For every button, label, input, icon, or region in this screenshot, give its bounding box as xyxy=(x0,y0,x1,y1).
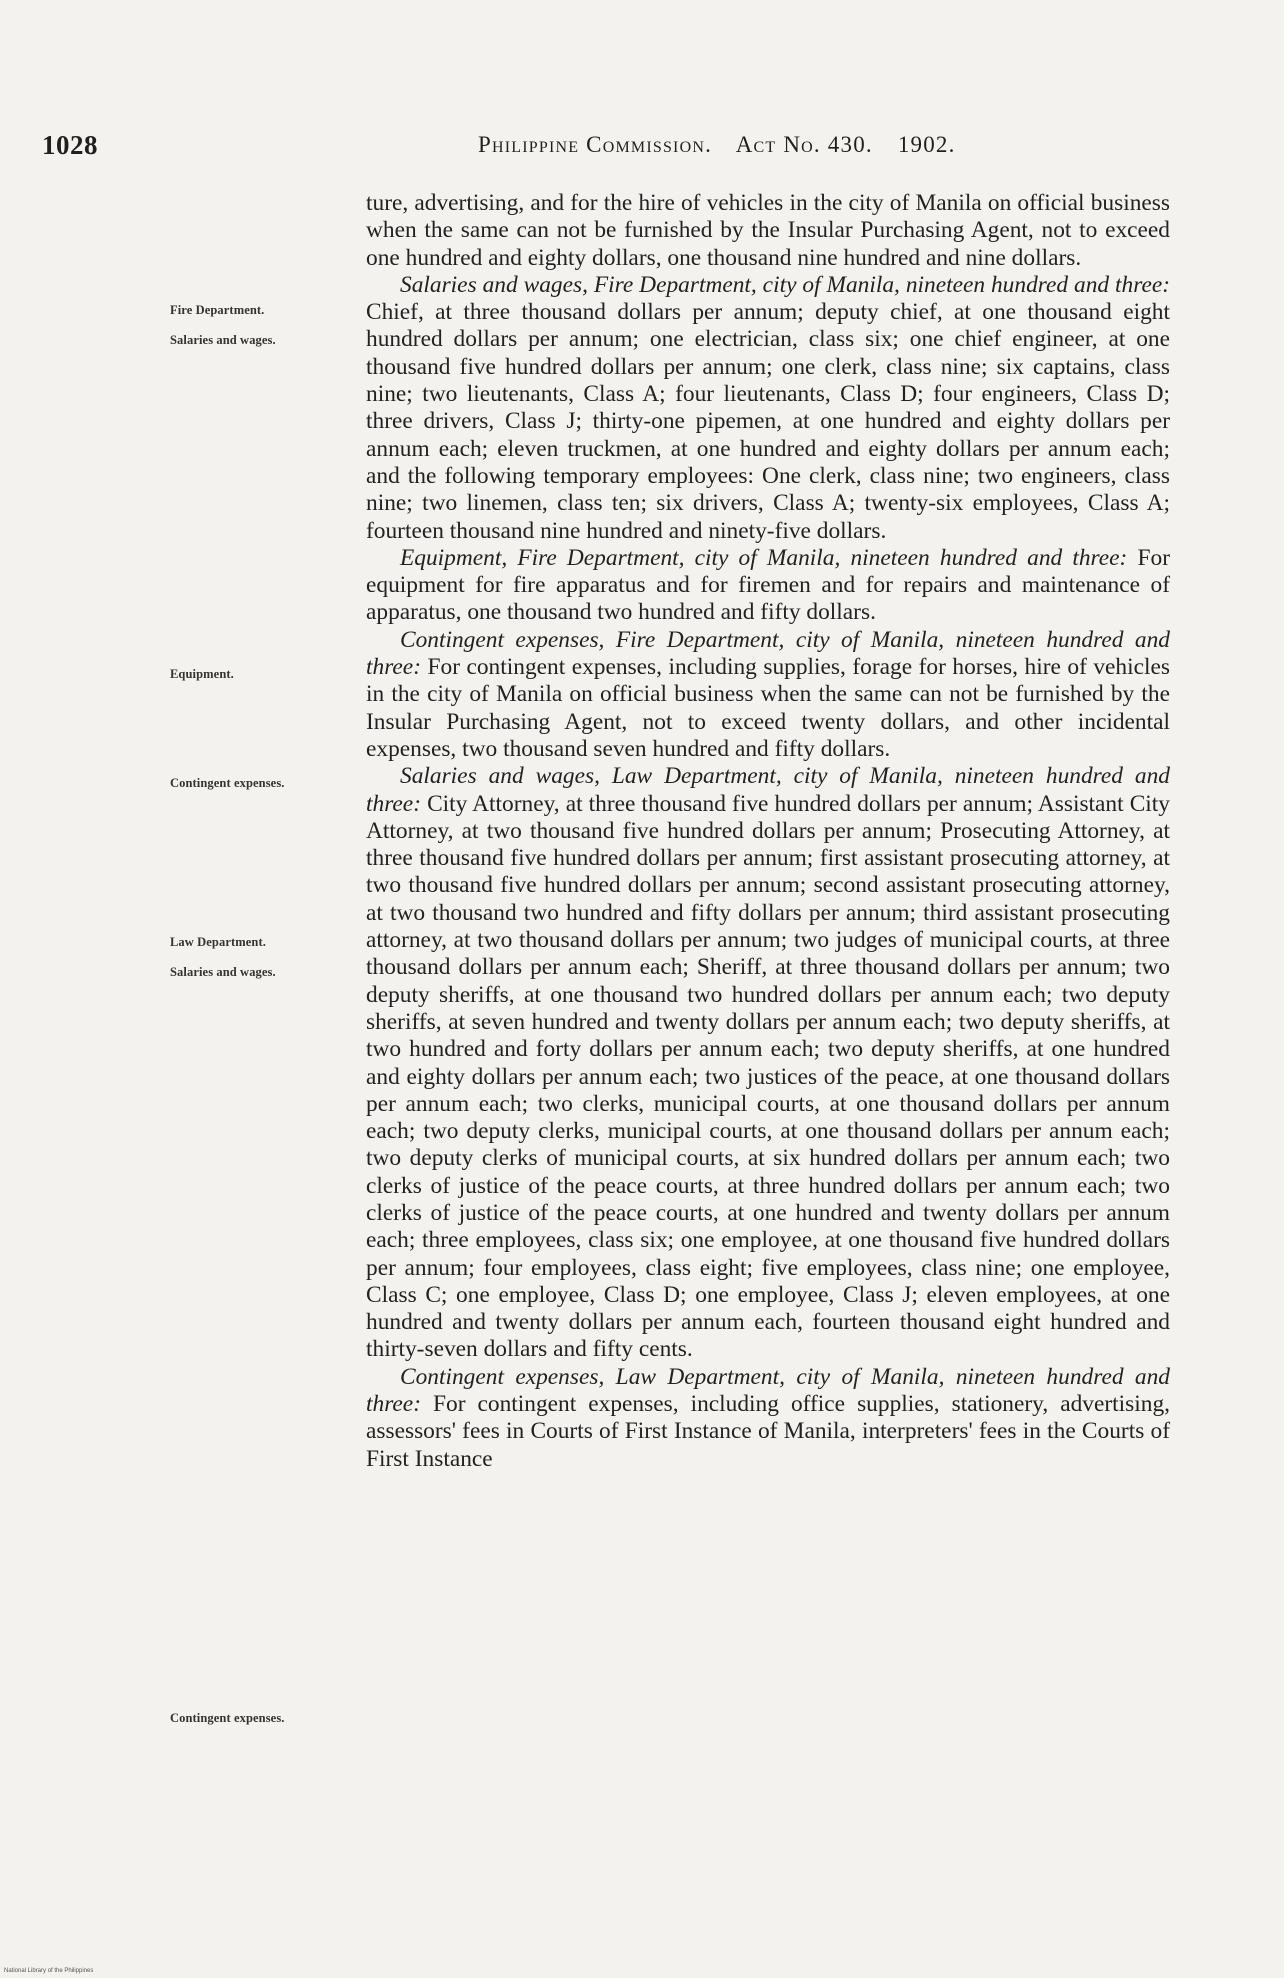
paragraph-text: City Attorney, at three thousand five hundred dollars per annum; Assistant City Attorney, at two thousand five hundred dollars per annum; Prosecuting Attorney, at three thousand five hundred dollars per annum; first assistant prosecuting attorney, at two thousand five hundred dollars per annum; second assistant prosecuting attorney, at two thousand two hundred and fifty dollars per annum; third assistant prosecuting attorney, at two thousand dollars per annum; two judges of municipal courts, at three thousand dollars per annum each; Sheriff, at three thousand dollars per annum; two deputy sheriffs, at one thousand two hundred dollars per annum each; two deputy sheriffs, at seven hundred and twenty dollars per annum each; two deputy sheriffs, at two hundred and forty dollars per annum each; two deputy sheriffs, at one hundred and eighty dollars per annum each; two justices of the peace, at one thousand dollars per annum each; two clerks, municipal courts, at one thousand dollars per annum each; two deputy clerks, municipal courts, at one thousand dollars per annum each; two deputy clerks of municipal courts, at six hundred dollars per annum each; two clerks of justice of the peace courts, at three hundred dollars per annum each; two clerks of justice of the peace courts, at one hundred and twenty dollars per annum each; three employees, class six; one employee, at one thousand five hundred dollars per annum; four employees, class eight; five employees, class nine; one employee, Class C; one employee, Class D; one employee, Class J; eleven employees, at one hundred and twenty dollars per annum each, fourteen thousand eight hundred and thirty-seven dollars and fifty cents. xyxy=(366,790,1170,1363)
paragraph-fire-equipment xyxy=(366,545,1170,627)
margin-note-fire-contingent: Contingent expenses. xyxy=(170,776,285,790)
page-number: 1028 xyxy=(42,130,98,160)
paragraph-fire-salaries xyxy=(366,272,1170,545)
margin-note-law-department: Law Department. xyxy=(170,935,266,949)
margin-note-fire-department: Fire Department. xyxy=(170,303,265,317)
paragraph-text: ture, advertising, and for the hire of vehicles in the city of Manila on official business when the same can not be furnished by the Insular Purchasing Agent, not to exceed one hundred and eighty dollars, one thousand nine hundred and nine dollars. xyxy=(366,190,1170,271)
footer-note: National Library of the Philippines xyxy=(4,1968,94,1974)
paragraph-text: For contingent expenses, including supplies, forage for horses, hire of vehicles in the city of Manila on official business when the same can not be furnished by the Insular Purchasing Agent, not to exceed twenty dollars, and other incidental expenses, two thousand seven hundred and fifty dollars. xyxy=(366,654,1170,762)
paragraph-heading: Contingent expenses, Fire Department, city of Manila, nineteen hundred and three: xyxy=(366,626,1170,681)
paragraph-text: For contingent expenses, including office supplies, stationery, advertising, assessors' fees in Courts of First Instance of Manila, interpreters' fees in the Courts of First Instance xyxy=(366,1391,1170,1472)
running-head-act: Act No. 430. xyxy=(735,132,873,157)
margin-note-fire-salaries: Salaries and wages. xyxy=(170,333,276,347)
margin-note-law-salaries: Salaries and wages. xyxy=(170,965,276,979)
paragraph-fire-contingent xyxy=(366,627,1170,763)
paragraph-heading: Salaries and wages, Fire Department, city of Manila, nineteen hundred and three: xyxy=(400,271,1170,298)
running-head xyxy=(478,132,974,158)
paragraph-law-salaries xyxy=(366,763,1170,1364)
paragraph-continuation xyxy=(366,190,1170,272)
paragraph-text: For equipment for fire apparatus and for firemen and for repairs and maintenance of apparatus, one thousand two hundred and fifty dollars. xyxy=(366,544,1171,626)
paragraph-heading: Salaries and wages, Law Department, city of Manila, nineteen hundred and three: xyxy=(366,763,1170,817)
body-text xyxy=(366,190,1170,1473)
margin-note-fire-equipment: Equipment. xyxy=(170,667,234,681)
paragraph-text: Chief, at three thousand dollars per annum; deputy chief, at one thousand eight hundred dollars per annum; one electrician, class six; one chief engineer, at one thousand five hundred dollars per annum; one clerk, class nine; six captains, class nine; two lieutenants, Class A; four lieutenants, Class D; four engineers, Class D; three drivers, Class J; thirty-one pipemen, at one hundred and eighty dollars per annum each; eleven truckmen, at one hundred and eighty dollars per annum each; and the following temporary employees: One clerk, class nine; two engineers, class nine; two linemen, class ten; six drivers, Class A; twenty-six employees, Class A; fourteen thousand nine hundred and ninety-five dollars. xyxy=(366,299,1170,544)
margin-note-law-contingent: Contingent expenses. xyxy=(170,1711,285,1725)
paragraph-heading: Contingent expenses, Law Department, city of Manila, nineteen hundred and three: xyxy=(366,1363,1170,1418)
running-head-commission: Philippine Commission. xyxy=(478,132,713,157)
running-head-year: 1902. xyxy=(897,132,956,157)
paragraph-law-contingent xyxy=(366,1364,1170,1473)
paragraph-heading: Equipment, Fire Department, city of Manila, nineteen hundred and three: xyxy=(400,544,1128,571)
